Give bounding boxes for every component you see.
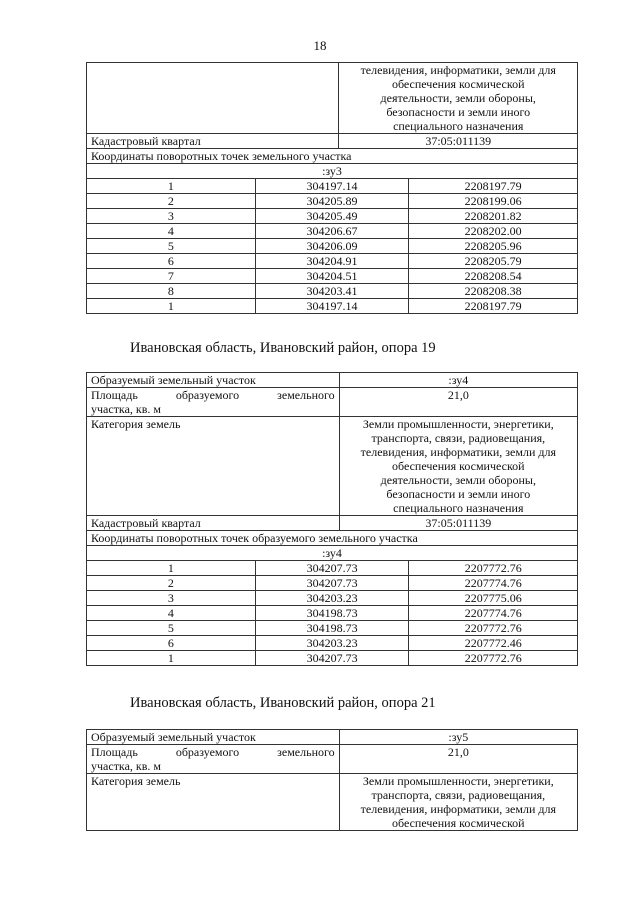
coordinate-row bbox=[87, 591, 578, 606]
point-y: 2208201.82 bbox=[409, 209, 578, 224]
category-value: Земли промышленности, энергетики, транспорта, связи, радиовещания, телевидения, информатики, земли для обеспечения космической деятельности, земли обороны, безопасности и земли иного специального назначения bbox=[339, 417, 577, 516]
cadastral-label: Кадастровый квартал bbox=[87, 516, 340, 531]
point-x: 304204.51 bbox=[255, 269, 409, 284]
point-number: 7 bbox=[87, 269, 256, 284]
point-number: 6 bbox=[87, 636, 256, 651]
area-value: 21,0 bbox=[339, 388, 577, 417]
category-value: телевидения, информатики, земли для обеспечения космической деятельности, земли обороны, безопасности и земли иного специального назначения bbox=[339, 63, 578, 134]
coordinate-row bbox=[87, 284, 578, 299]
point-number: 8 bbox=[87, 284, 256, 299]
point-x: 304205.89 bbox=[255, 194, 409, 209]
point-y: 2207774.76 bbox=[409, 606, 578, 621]
point-number: 5 bbox=[87, 239, 256, 254]
coordinate-row bbox=[87, 194, 578, 209]
coordinate-row bbox=[87, 621, 578, 636]
plot-id: :зу4 bbox=[87, 546, 578, 561]
coords-header-row bbox=[87, 149, 578, 164]
category-label: Категория земель bbox=[87, 774, 340, 831]
category-value: Земли промышленности, энергетики, транспорта, связи, радиовещания, телевидения, информатики, земли для обеспечения космической bbox=[339, 774, 577, 831]
plot-value: :зу5 bbox=[339, 730, 577, 745]
coordinate-row bbox=[87, 576, 578, 591]
area-label: Площадь образуемого земельного участка, кв. м bbox=[87, 388, 340, 417]
cadastral-row bbox=[87, 516, 578, 531]
point-number: 3 bbox=[87, 591, 256, 606]
plot-id-row bbox=[87, 546, 578, 561]
point-x: 304204.91 bbox=[255, 254, 409, 269]
point-number: 5 bbox=[87, 621, 256, 636]
coordinate-row bbox=[87, 239, 578, 254]
coordinate-row bbox=[87, 606, 578, 621]
point-y: 2208202.00 bbox=[409, 224, 578, 239]
point-y: 2207772.76 bbox=[409, 621, 578, 636]
area-value: 21,0 bbox=[339, 745, 577, 774]
category-continuation-row bbox=[87, 63, 578, 134]
point-number: 2 bbox=[87, 194, 256, 209]
coordinate-row bbox=[87, 561, 578, 576]
plot-label: Образуемый земельный участок bbox=[87, 373, 340, 388]
coords-header-row bbox=[87, 531, 578, 546]
coordinate-row bbox=[87, 269, 578, 284]
section-heading-opora-19: Ивановская область, Ивановский район, опора 19 bbox=[130, 340, 436, 356]
coordinate-row bbox=[87, 224, 578, 239]
category-row bbox=[87, 774, 578, 831]
plot-label: Образуемый земельный участок bbox=[87, 730, 340, 745]
point-y: 2207775.06 bbox=[409, 591, 578, 606]
point-x: 304206.09 bbox=[255, 239, 409, 254]
table-zu4 bbox=[86, 372, 578, 666]
category-label: Категория земель bbox=[87, 417, 340, 516]
plot-id: :зу3 bbox=[87, 164, 578, 179]
point-y: 2208199.06 bbox=[409, 194, 578, 209]
section-heading-opora-21: Ивановская область, Ивановский район, опора 21 bbox=[130, 695, 436, 711]
point-number: 3 bbox=[87, 209, 256, 224]
point-x: 304203.23 bbox=[255, 636, 409, 651]
point-y: 2208208.38 bbox=[409, 284, 578, 299]
table-zu5 bbox=[86, 729, 578, 831]
plot-row bbox=[87, 730, 578, 745]
point-y: 2207772.76 bbox=[409, 561, 578, 576]
point-y: 2207772.76 bbox=[409, 651, 578, 666]
area-row bbox=[87, 388, 578, 417]
point-number: 1 bbox=[87, 179, 256, 194]
point-number: 1 bbox=[87, 299, 256, 314]
point-number: 6 bbox=[87, 254, 256, 269]
area-row bbox=[87, 745, 578, 774]
plot-row bbox=[87, 373, 578, 388]
coordinate-row bbox=[87, 299, 578, 314]
point-y: 2208205.79 bbox=[409, 254, 578, 269]
point-number: 1 bbox=[87, 651, 256, 666]
point-y: 2208197.79 bbox=[409, 299, 578, 314]
point-x: 304205.49 bbox=[255, 209, 409, 224]
coordinate-row bbox=[87, 179, 578, 194]
point-x: 304197.14 bbox=[255, 299, 409, 314]
area-label: Площадь образуемого земельного участка, кв. м bbox=[87, 745, 340, 774]
point-x: 304206.67 bbox=[255, 224, 409, 239]
point-number: 1 bbox=[87, 561, 256, 576]
page-number: 18 bbox=[313, 38, 327, 53]
point-x: 304203.23 bbox=[255, 591, 409, 606]
table-zu3 bbox=[86, 62, 578, 314]
coords-header: Координаты поворотных точек образуемого земельного участка bbox=[87, 531, 578, 546]
point-x: 304203.41 bbox=[255, 284, 409, 299]
coords-header: Координаты поворотных точек земельного участка bbox=[87, 149, 578, 164]
coordinate-row bbox=[87, 651, 578, 666]
point-x: 304198.73 bbox=[255, 621, 409, 636]
point-number: 2 bbox=[87, 576, 256, 591]
cadastral-value: 37:05:011139 bbox=[339, 134, 578, 149]
coordinate-row bbox=[87, 209, 578, 224]
cadastral-value: 37:05:011139 bbox=[339, 516, 577, 531]
point-number: 4 bbox=[87, 224, 256, 239]
category-row bbox=[87, 417, 578, 516]
point-y: 2207774.76 bbox=[409, 576, 578, 591]
point-x: 304207.73 bbox=[255, 561, 409, 576]
coordinate-row bbox=[87, 254, 578, 269]
point-x: 304198.73 bbox=[255, 606, 409, 621]
point-y: 2208197.79 bbox=[409, 179, 578, 194]
point-y: 2208205.96 bbox=[409, 239, 578, 254]
coordinate-row bbox=[87, 636, 578, 651]
point-x: 304207.73 bbox=[255, 651, 409, 666]
plot-value: :зу4 bbox=[339, 373, 577, 388]
point-y: 2208208.54 bbox=[409, 269, 578, 284]
plot-id-row bbox=[87, 164, 578, 179]
point-x: 304207.73 bbox=[255, 576, 409, 591]
point-number: 4 bbox=[87, 606, 256, 621]
point-x: 304197.14 bbox=[255, 179, 409, 194]
point-y: 2207772.46 bbox=[409, 636, 578, 651]
cadastral-label: Кадастровый квартал bbox=[87, 134, 339, 149]
cadastral-row bbox=[87, 134, 578, 149]
